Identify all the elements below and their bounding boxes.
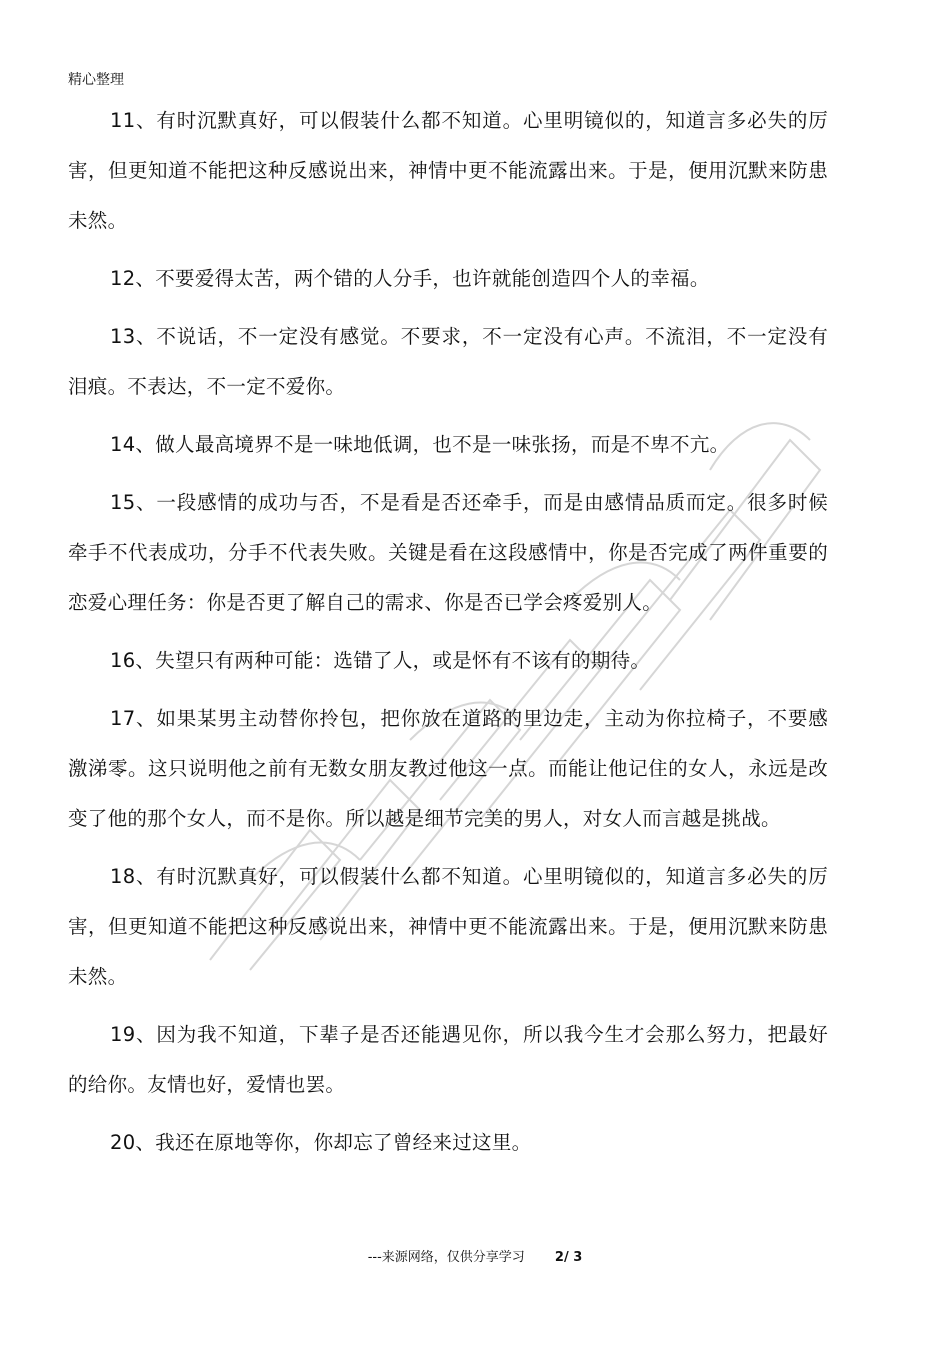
paragraph-16: 16、失望只有两种可能：选错了人，或是怀有不该有的期待。 [110, 649, 651, 672]
paragraph-17: 17、如果某男主动替你拎包，把你放在道路的里边走，主动为你拉椅子，不要感激涕零。这只说明他之前有无数女朋友教过他这一点。而能让他记住的女人，永远是改变了他的那个女人，而不是你。所以越是细节完美的男人，对女人而言越是挑战。 [68, 707, 828, 830]
header-label: 精心整理 [68, 72, 124, 88]
footer-source: ---来源网络，仅供分享学习 [367, 1250, 525, 1265]
paragraph-12: 12、不要爱得太苦，两个错的人分手，也许就能创造四个人的幸福。 [110, 267, 710, 290]
document-body [68, 96, 828, 1176]
paragraph-14: 14、做人最高境界不是一味地低调，也不是一味张扬，而是不卑不亢。 [110, 433, 730, 456]
paragraph-19: 19、因为我不知道，下辈子是否还能遇见你，所以我今生才会那么努力，把最好的给你。友情也好，爱情也罢。 [68, 1023, 828, 1096]
paragraph-13: 13、不说话，不一定没有感觉。不要求，不一定没有心声。不流泪，不一定没有泪痕。不表达，不一定不爱你。 [68, 325, 828, 398]
paragraph-20: 20、我还在原地等你，你却忘了曾经来过这里。 [110, 1131, 532, 1154]
page-footer [0, 1248, 950, 1268]
paragraph-18: 18、有时沉默真好，可以假装什么都不知道。心里明镜似的，知道言多必失的厉害，但更知道不能把这种反感说出来，神情中更不能流露出来。于是，便用沉默来防患未然。 [68, 865, 828, 988]
page-number: 2/ 3 [554, 1250, 583, 1265]
paragraph-15: 15、一段感情的成功与否，不是看是否还牵手，而是由感情品质而定。很多时候牵手不代表成功，分手不代表失败。关键是看在这段感情中，你是否完成了两件重要的恋爱心理任务：你是否更了解自己的需求、你是否已学会疼爱别人。 [68, 491, 828, 614]
paragraph-11: 11、有时沉默真好，可以假装什么都不知道。心里明镜似的，知道言多必失的厉害，但更知道不能把这种反感说出来，神情中更不能流露出来。于是，便用沉默来防患未然。 [68, 109, 828, 232]
